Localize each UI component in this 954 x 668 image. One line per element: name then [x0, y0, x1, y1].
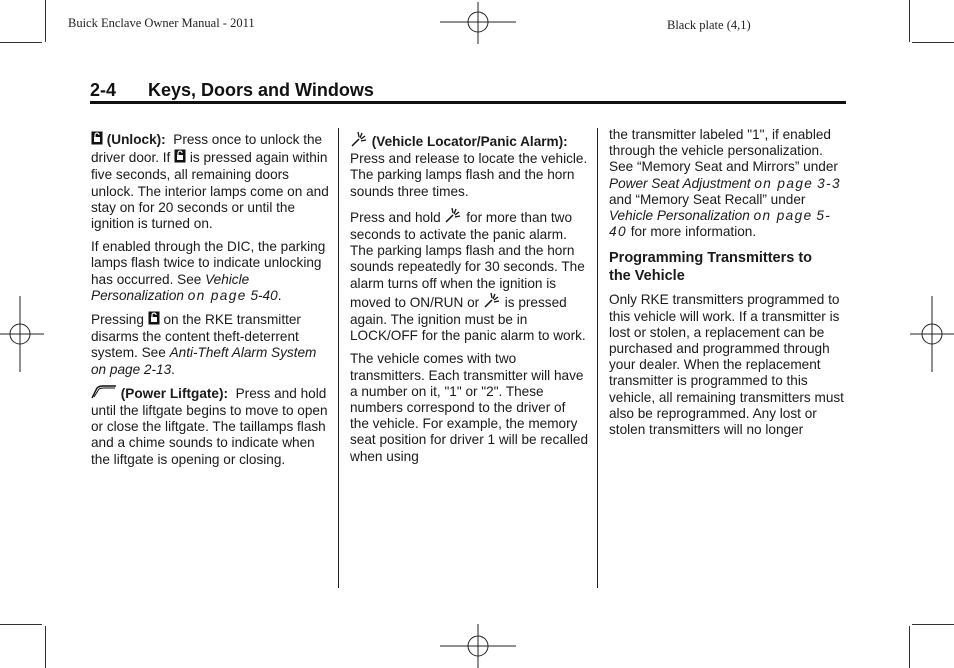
panic-text-end: is pressed again. The ignition must be in LOCK/OFF for the panic alarm to work. [350, 294, 586, 344]
dic-paragraph: If enabled through the DIC, the parking lamps flash twice to indicate unlocking has occurred. See Vehicle Personalization on page 5-40. [91, 239, 326, 303]
column-divider [597, 128, 598, 588]
unlock-paragraph [91, 131, 331, 232]
power-liftgate-label: (Power Liftgate): [120, 385, 229, 401]
crop-mark [45, 0, 46, 42]
programming-heading: Programming Transmitters to the Vehicle [609, 250, 813, 285]
registration-mark-right [910, 296, 954, 372]
memory-seat-text-continued: and “Memory Seat Recall” under [609, 191, 806, 207]
column-3 [609, 127, 845, 445]
power-seat-adjustment-link[interactable]: Power Seat Adjustment [609, 175, 751, 191]
vehicle-personalization-link[interactable]: Vehicle Personalization [609, 208, 750, 224]
vehicle-locator-label: (Vehicle Locator/Panic Alarm): [371, 134, 568, 149]
on-page-label: on page [187, 287, 247, 303]
page-reference[interactable]: 5-40 [609, 208, 832, 240]
crop-mark [0, 42, 42, 43]
unlock-text-continued: is pressed again within five seconds, all remaining doors unlock. The interior lamps come on and stay on for 20 seconds or until the ignition is turned on. [91, 150, 329, 232]
vehicle-locator-icon [483, 292, 501, 312]
crop-mark [909, 0, 910, 42]
unlock-text: Press once to unlock the driver door. If [91, 132, 323, 166]
registration-mark-left [0, 296, 44, 372]
vehicle-locator-icon [350, 131, 368, 151]
on-page-label: on page [754, 175, 814, 191]
liftgate-icon [91, 385, 117, 403]
page-reference[interactable]: 5-40 [250, 287, 278, 303]
transmitters-paragraph: The vehicle comes with two transmitters. Each transmitter will have a number on it, "1" or "2". These numbers correspond to the driver of the vehicle. For example, the memory seat position for driver 1 will be recalled when using [350, 351, 589, 464]
on-page-label: on page [753, 208, 813, 224]
registration-mark-bottom [440, 624, 516, 668]
unlock-icon [174, 149, 186, 167]
vehicle-locator-icon [444, 207, 462, 227]
memory-seat-text: the transmitter labeled "1", if enabled through the vehicle personalization. See “Memory Seat and Mirrors” under [609, 127, 838, 175]
registration-mark-top [440, 2, 516, 44]
page-number: 2-4 [90, 80, 117, 100]
panic-paragraph [350, 207, 588, 345]
anti-theft-alarm-link[interactable]: Anti-Theft Alarm System [169, 345, 317, 361]
page-reference[interactable]: 2-13 [143, 361, 172, 377]
unlock-label: (Unlock): [106, 132, 166, 147]
crop-mark [912, 624, 954, 625]
panic-text-continued: for more than two seconds to activate the panic alarm. The parking lamps flash and the horn sounds repeatedly for 30 seconds. The alarm turns off when the ignition is moved to ON/RUN or [350, 209, 585, 310]
column-1 [91, 131, 331, 475]
crop-mark [0, 624, 42, 625]
unlock-icon [91, 131, 103, 149]
page-reference[interactable]: 3-3 [817, 175, 841, 191]
disarm-text: Pressing [91, 312, 144, 328]
memory-seat-paragraph [609, 127, 845, 240]
programming-paragraph: Only RKE transmitters programmed to this vehicle will work. If a transmitter is lost or stolen, a replacement can be purchased and programmed through your dealer. When the replacement transmitter is programmed to this vehicle, all remaining transmitters must also be reprogrammed. Any lost or stolen transmitters will no longer [609, 292, 844, 438]
title-rule [90, 101, 846, 104]
locator-text: Press and release to locate the vehicle. The parking lamps flash and the horn sounds three times. [350, 151, 588, 199]
column-divider [338, 128, 339, 588]
header-plate-label: Black plate (4,1) [667, 18, 751, 32]
section-title: Keys, Doors and Windows [148, 80, 374, 100]
liftgate-text: Press and hold until the liftgate begins to move to open or close the liftgate. The taillamps flash and a chime sounds to indicate when the liftgate is opening or closing. [91, 385, 328, 467]
liftgate-paragraph [91, 385, 331, 468]
on-page-label: on page [91, 361, 141, 377]
crop-mark [912, 42, 954, 43]
memory-seat-text-end: for more information. [630, 224, 757, 240]
crop-mark [45, 626, 46, 668]
dic-text: If enabled through the DIC, the parking lamps flash twice to indicate unlocking has occurred. See [91, 239, 326, 287]
disarm-text-continued: on the RKE transmitter disarms the content theft-deterrent system. See [91, 312, 301, 361]
column-2 [350, 131, 588, 472]
header-manual-title: Buick Enclave Owner Manual - 2011 [68, 16, 255, 30]
disarm-paragraph: Pressing on the RKE transmitter disarms the content theft-deterrent system. See Anti-Theft Alarm System on page 2-13. [91, 312, 317, 377]
crop-mark [909, 626, 910, 668]
vehicle-personalization-link[interactable]: Vehicle Personalization [91, 271, 250, 303]
locator-paragraph [350, 131, 588, 200]
unlock-icon [148, 311, 160, 329]
panic-text: Press and hold [350, 209, 441, 225]
